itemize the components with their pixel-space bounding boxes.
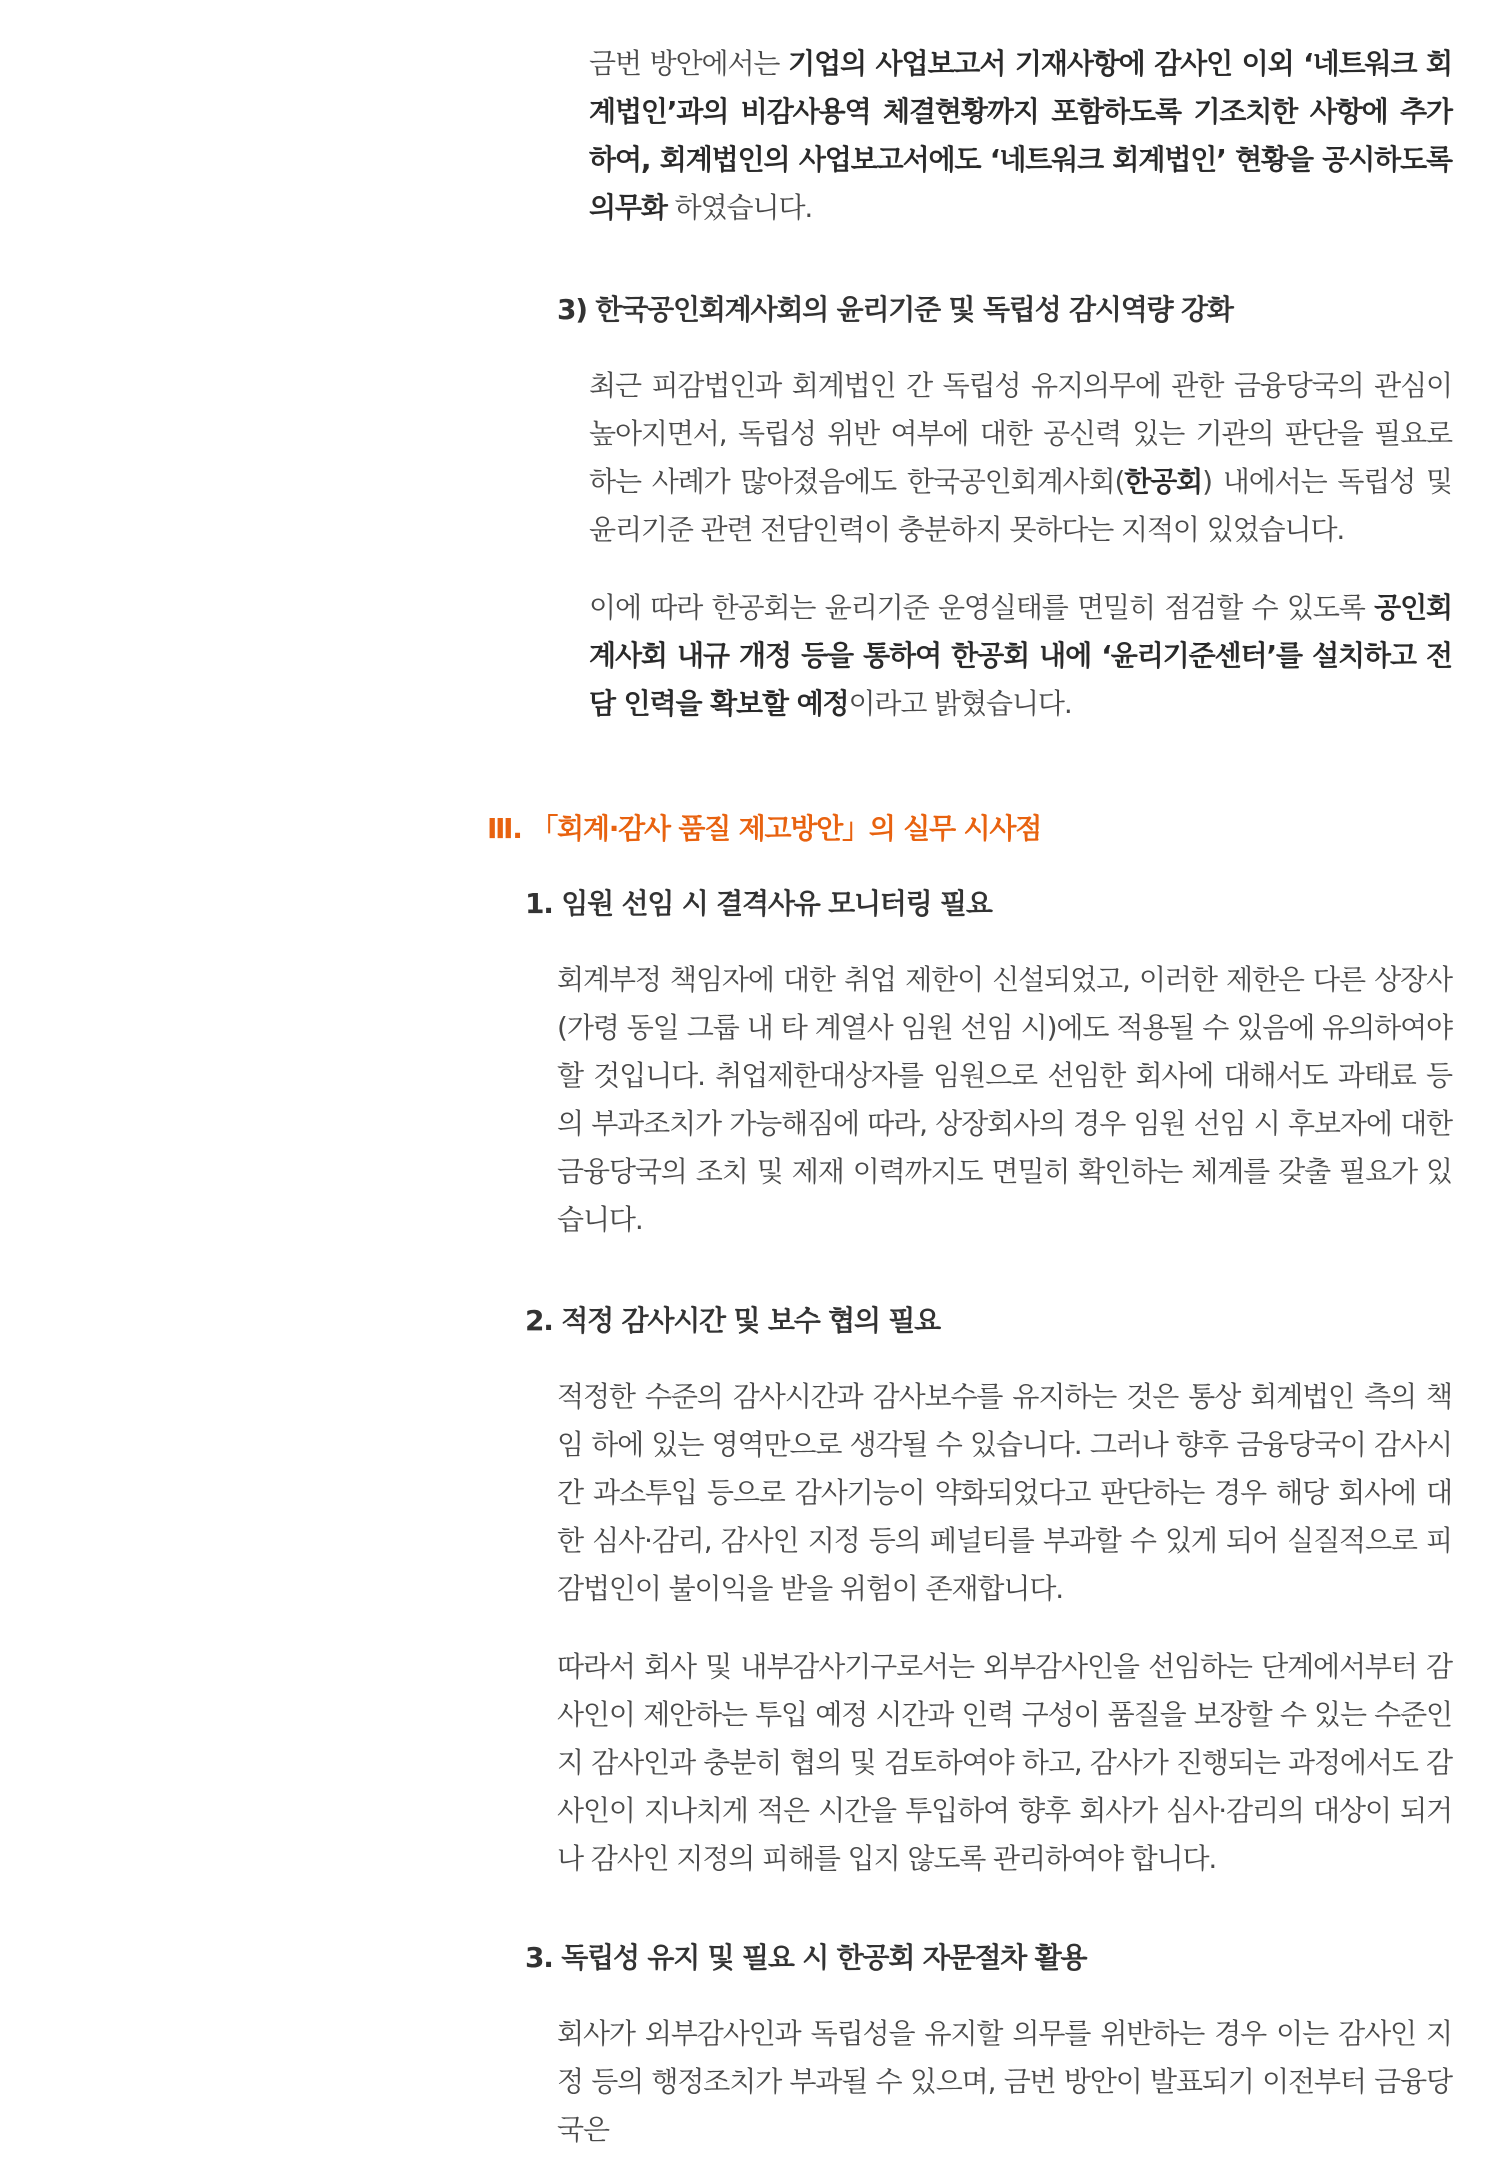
text-segment: 이라고 밝혔습니다.: [848, 687, 1072, 720]
section-title-practical-implications: Ⅲ. 「회계·감사 품질 제고방안」의 실무 시사점: [487, 812, 1042, 845]
paragraph-ethics-center: [589, 584, 1452, 728]
paragraph-independence-concern: [589, 362, 1452, 554]
paragraph-independence-obligation: [557, 2010, 1452, 2154]
paragraph-text: 따라서 회사 및 내부감사기구로서는 외부감사인을 선임하는 단계에서부터 감사인이 제안하는 투입 예정 시간과 인력 구성이 품질을 보장할 수 있는 수준인지 감사인과 충분히 협의 및 검토하여야 하고, 감사가 진행되는 과정에서도 감사인이 지나치게 적은 시간을 투입하여 향후 회사가 심사·감리의 대상이 되거나 감사인 지정의 피해를 입지 않도록 관리하여야 합니다.: [557, 1650, 1452, 1875]
emphasis-text: 기업의 사업보고서 기재사항에 감사인 이외 ‘네트워크 회계법인’과의 비감사용역 체결현황까지 포함하도록 기조치한 사항에 추가하여, 회계법인의 사업보고서에도 ‘네트워크 회계법인’ 현황을 공시하도록 의무화: [589, 47, 1452, 224]
emphasis-text: 한공회: [1124, 465, 1203, 498]
subheading-audit-hours-fees: 2. 적정 감사시간 및 보수 협의 필요: [525, 1304, 941, 1337]
subheading-executive-disqualification: 1. 임원 선임 시 결격사유 모니터링 필요: [525, 887, 992, 920]
paragraph-text: 회계부정 책임자에 대한 취업 제한이 신설되었고, 이러한 제한은 다른 상장사(가령 동일 그룹 내 타 계열사 임원 선임 시)에도 적용될 수 있음에 유의하여야 할 것입니다. 취업제한대상자를 임원으로 선임한 회사에 대해서도 과태료 등의 부과조치가 가능해짐에 따라, 상장회사의 경우 임원 선임 시 후보자에 대한 금융당국의 조치 및 제재 이력까지도 면밀히 확인하는 체계를 갖출 필요가 있습니다.: [557, 963, 1452, 1236]
text-segment: 최근 피감법인과 회계법인 간 독립성 유지의무에 관한 금융당국의 관심이 높아지면서, 독립성 위반 여부에 대한 공신력 있는 기관의 판단을 필요로 하는 사례가 많아졌음에도 한국공인회계사회(: [589, 369, 1452, 498]
paragraph-audit-hours-management: [557, 1643, 1452, 1883]
paragraph-text: 적정한 수준의 감사시간과 감사보수를 유지하는 것은 통상 회계법인 측의 책임 하에 있는 영역만으로 생각될 수 있습니다. 그러나 향후 금융당국이 감사시간 과소투입 등으로 감사기능이 약화되었다고 판단하는 경우 해당 회사에 대한 심사·감리, 감사인 지정 등의 페널티를 부과할 수 있게 되어 실질적으로 피감법인이 불이익을 받을 위험이 존재합니다.: [557, 1380, 1452, 1605]
paragraph-network-firm-disclosure: [589, 40, 1452, 232]
paragraph-audit-hours-risk: [557, 1373, 1452, 1613]
text-segment: 금번 방안에서는: [589, 47, 789, 80]
text-segment: 이에 따라 한공회는 윤리기준 운영실태를 면밀히 점검할 수 있도록: [589, 591, 1375, 624]
subheading-independence-advisory: 3. 독립성 유지 및 필요 시 한공회 자문절차 활용: [525, 1941, 1087, 1974]
text-segment: 하였습니다.: [666, 191, 813, 224]
paragraph-executive-monitoring: [557, 956, 1452, 1244]
subheading-kicpa-ethics: 3) 한국공인회계사회의 윤리기준 및 독립성 감시역량 강화: [557, 293, 1233, 326]
paragraph-text: 회사가 외부감사인과 독립성을 유지할 의무를 위반하는 경우 이는 감사인 지정 등의 행정조치가 부과될 수 있으며, 금번 방안이 발표되기 이전부터 금융당국은: [557, 2017, 1452, 2146]
emphasis-text: 공인회계사회 내규 개정 등을 통하여 한공회 내에 ‘윤리기준센터’를 설치하고 전담 인력을 확보할 예정: [589, 591, 1452, 720]
text-segment: ) 내에서는 독립성 및 윤리기준 관련 전담인력이 충분하지 못하다는 지적이 있었습니다.: [589, 465, 1452, 546]
